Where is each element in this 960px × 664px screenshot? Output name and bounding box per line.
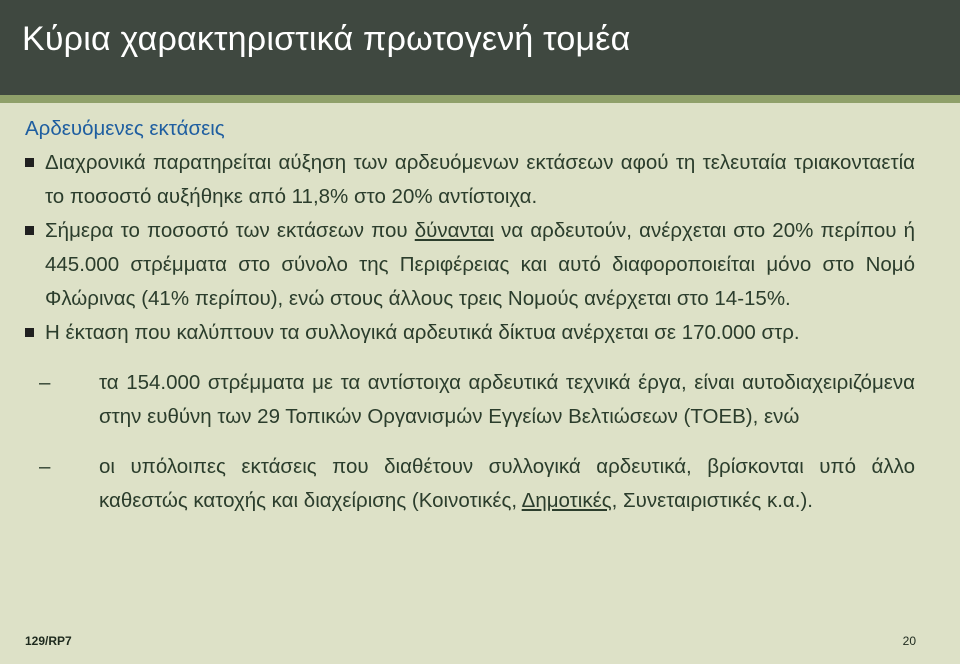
bullet-text-1: Διαχρονικά παρατηρείται αύξηση των αρδευόμενων εκτάσεων αφού τη τελευταία τριακονταετία το ποσοστό αυξήθηκε από 11,8% στο 20% αντίστοιχα. <box>45 151 915 208</box>
section-subtitle: Αρδευόμενες εκτάσεις <box>25 117 225 140</box>
sub-text-2-start: οι υπόλοιπες εκτάσεις που διαθέτουν συλλογικά αρδευτικά, βρίσκονται υπό άλλο καθεστώς κατοχής και διαχείρισης (Κοινοτικές, <box>99 455 915 512</box>
slide-body <box>25 112 915 518</box>
bullet-item-2 <box>25 214 915 316</box>
bullet-text-3: Η έκταση που καλύπτουν τα συλλογικά αρδευτικά δίκτυα ανέρχεται σε 170.000 στρ. <box>45 321 800 344</box>
bullet-item-3 <box>25 316 915 350</box>
sub-item-1 <box>25 366 915 434</box>
sub-text-2-end: , Συνεταιριστικές κ.α.). <box>611 489 813 512</box>
dash-bullet: – <box>39 455 51 478</box>
square-bullet-icon <box>25 328 34 337</box>
dash-bullet: – <box>39 371 51 394</box>
bullet-text-2-end: να αρδευτούν, ανέρχεται στο 20% περίπου ή 445.000 στρέμματα στο σύνολο της Περιφέρειας και αυτό διαφοροποιείται μόνο στο Νομό Φλώρινας (41% περίπου), ενώ στους άλλους τρεις Νομούς ανέρχεται στο 14-15%. <box>45 219 915 310</box>
title-bar <box>0 0 960 95</box>
slide-title: Κύρια χαρακτηριστικά πρωτογενή τομέα <box>22 20 631 58</box>
footer-code: 129/RP7 <box>25 634 72 648</box>
square-bullet-icon <box>25 158 34 167</box>
bullet-text-2-start: Σήμερα το ποσοστό των εκτάσεων που <box>45 219 415 242</box>
sub-item-2 <box>25 450 915 518</box>
page-number: 20 <box>902 634 916 648</box>
bullet-item-1 <box>25 146 915 214</box>
underlined-word: δύνανται <box>414 219 494 242</box>
sub-text-1: τα 154.000 στρέμματα με τα αντίστοιχα αρδευτικά τεχνικά έργα, είναι αυτοδιαχειριζόμενα στην ευθύνη των 29 Τοπικών Οργανισμών Εγγείων Βελτιώσεων (ΤΟΕΒ), ενώ <box>99 371 915 428</box>
square-bullet-icon <box>25 226 34 235</box>
underlined-word: Δημοτικές <box>521 489 612 512</box>
title-bar-accent-stripe <box>0 95 960 103</box>
